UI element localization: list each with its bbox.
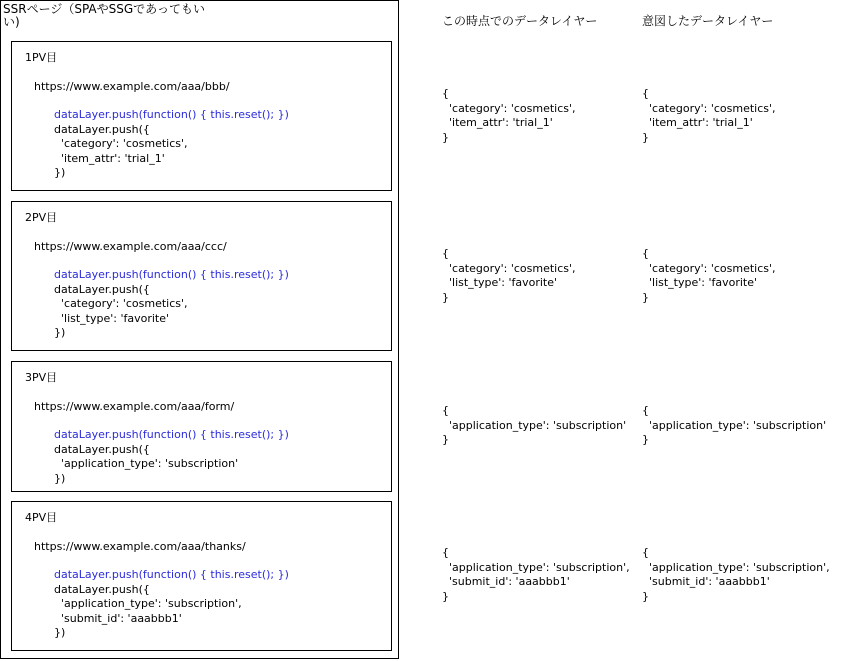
json-line: 'submit_id': 'aaabbb1': [442, 575, 570, 588]
current-datalayer-2: [442, 247, 576, 305]
pageview-label: 3PV目: [25, 371, 58, 384]
pageview-url: https://www.example.com/aaa/thanks/: [34, 540, 246, 553]
code-line: 'list_type': 'favorite': [54, 311, 170, 325]
pageview-label: 4PV目: [25, 511, 58, 524]
json-line: 'application_type': 'subscription': [442, 418, 627, 432]
pageview-code: [54, 268, 289, 341]
json-line: }: [442, 433, 449, 446]
code-line: 'application_type': 'subscription',: [54, 597, 242, 610]
code-line: 'application_type': 'subscription': [54, 457, 239, 470]
pageview-box-2: [11, 201, 392, 351]
json-line: 'category': 'cosmetics',: [642, 101, 776, 115]
json-line: {: [442, 247, 449, 260]
code-line: }): [54, 471, 66, 485]
json-line: {: [442, 546, 449, 559]
json-line: 'category': 'cosmetics',: [442, 101, 576, 115]
json-line: 'application_type': 'subscription': [642, 418, 827, 432]
pageview-code: [54, 108, 289, 181]
pageview-box-3: [11, 361, 392, 492]
code-line: 'category': 'cosmetics',: [54, 137, 188, 150]
code-line: }): [54, 326, 66, 339]
json-line: }: [642, 589, 649, 603]
pageview-code: [54, 568, 289, 641]
json-line: }: [442, 130, 449, 144]
intended-datalayer-header: 意図したデータレイヤー: [642, 14, 774, 28]
pageview-label: 2PV目: [25, 211, 58, 224]
pageview-url: https://www.example.com/aaa/bbb/: [34, 80, 230, 93]
json-line: 'list_type': 'favorite': [642, 276, 758, 289]
pageview-box-1: [11, 41, 392, 191]
reset-call: dataLayer.push(function() { this.reset(); }): [54, 568, 289, 581]
pageview-url: https://www.example.com/aaa/ccc/: [34, 240, 227, 253]
pageview-code: [54, 428, 289, 486]
reset-call: dataLayer.push(function() { this.reset(); }): [54, 268, 289, 281]
json-line: {: [442, 87, 449, 100]
json-line: 'application_type': 'subscription',: [442, 560, 630, 574]
json-line: }: [642, 290, 649, 304]
pageview-url: https://www.example.com/aaa/form/: [34, 400, 235, 413]
code-line: 'category': 'cosmetics',: [54, 297, 188, 310]
json-line: {: [642, 404, 649, 417]
json-line: }: [442, 589, 449, 603]
reset-call: dataLayer.push(function() { this.reset(); }): [54, 108, 289, 121]
code-line: 'submit_id': 'aaabbb1': [54, 611, 182, 625]
json-line: {: [642, 546, 649, 559]
json-line: 'application_type': 'subscription',: [642, 560, 830, 574]
code-line: }): [54, 626, 66, 639]
current-datalayer-header: この時点でのデータレイヤー: [442, 14, 598, 28]
json-line: }: [442, 290, 449, 304]
current-datalayer-1: [442, 87, 576, 145]
json-line: }: [642, 130, 649, 144]
code-line: dataLayer.push({: [54, 122, 150, 136]
reset-call: dataLayer.push(function() { this.reset(); }): [54, 428, 289, 441]
code-line: dataLayer.push({: [54, 582, 150, 596]
json-line: {: [642, 247, 649, 260]
code-line: 'item_attr': 'trial_1': [54, 151, 165, 165]
code-line: dataLayer.push({: [54, 442, 150, 456]
json-line: 'list_type': 'favorite': [442, 276, 558, 289]
json-line: {: [642, 87, 649, 100]
json-line: 'item_attr': 'trial_1': [442, 116, 553, 129]
json-line: {: [442, 404, 449, 417]
json-line: 'category': 'cosmetics',: [642, 261, 776, 275]
json-line: 'item_attr': 'trial_1': [642, 116, 753, 129]
code-line: }): [54, 166, 66, 179]
pageview-box-4: [11, 501, 392, 651]
json-line: }: [642, 433, 649, 446]
json-line: 'category': 'cosmetics',: [442, 261, 576, 275]
current-datalayer-3: [442, 404, 626, 448]
intended-datalayer-2: [642, 247, 776, 305]
intended-datalayer-4: [642, 546, 830, 604]
intended-datalayer-3: [642, 404, 826, 448]
json-line: 'submit_id': 'aaabbb1': [642, 575, 770, 588]
current-datalayer-4: [442, 546, 630, 604]
intended-datalayer-1: [642, 87, 776, 145]
code-line: dataLayer.push({: [54, 282, 150, 296]
ssr-page-container: [0, 0, 399, 659]
pageview-label: 1PV目: [25, 51, 58, 64]
ssr-page-title: SSRページ（SPAやSSGであってもい い): [3, 2, 206, 29]
